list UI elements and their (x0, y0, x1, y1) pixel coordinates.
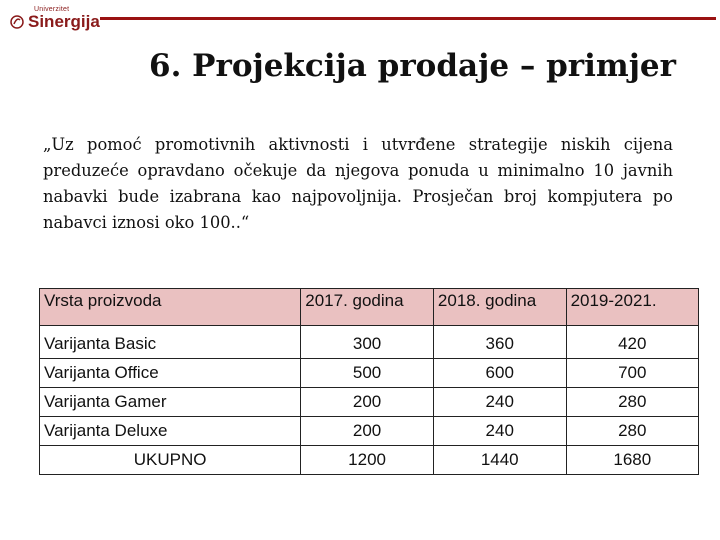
table-header-row (40, 289, 699, 326)
value-cell-2019-2021: 280 (566, 388, 698, 417)
value-cell-2017: 500 (301, 359, 434, 388)
slide-title: 6. Projekcija prodaje – primjer (149, 48, 676, 84)
value-cell-2018: 240 (433, 388, 566, 417)
table-row (40, 417, 699, 446)
column-header-2018: 2018. godina (433, 289, 566, 326)
value-cell-2019-2021: 700 (566, 359, 698, 388)
table-total-row (40, 446, 699, 475)
value-cell-2018: 240 (433, 417, 566, 446)
product-name-cell: Varijanta Gamer (40, 388, 301, 417)
total-label-cell: UKUPNO (40, 446, 301, 475)
table-row (40, 388, 699, 417)
total-cell-2019-2021: 1680 (566, 446, 698, 475)
logo-small-text: Univerzitet (34, 6, 70, 13)
column-header-product: Vrsta proizvoda (40, 289, 301, 326)
value-cell-2018: 360 (433, 326, 566, 359)
product-name-cell: Varijanta Office (40, 359, 301, 388)
value-cell-2017: 300 (301, 326, 434, 359)
total-cell-2018: 1440 (433, 446, 566, 475)
column-header-2019-2021: 2019-2021. (566, 289, 698, 326)
value-cell-2018: 600 (433, 359, 566, 388)
logo-main-text: Sinergija (28, 12, 100, 31)
header-divider (100, 17, 716, 20)
value-cell-2019-2021: 280 (566, 417, 698, 446)
value-cell-2017: 200 (301, 417, 434, 446)
table-row (40, 359, 699, 388)
value-cell-2019-2021: 420 (566, 326, 698, 359)
university-logo (8, 6, 100, 32)
slide-quote: „Uz pomoć promotivnih aktivnosti i utvrđene strategije niskih cijena preduzeće opravdano očekuje da njegova ponuda u minimalno 10 javnih nabavki bude izabrana kao najpovoljnija. Prosječan broj kompjutera po nabavci iznosi oko 100..“ (43, 135, 673, 232)
column-header-2017: 2017. godina (301, 289, 434, 326)
product-name-cell: Varijanta Basic (40, 326, 301, 359)
sales-projection-table (39, 288, 699, 475)
product-name-cell: Varijanta Deluxe (40, 417, 301, 446)
value-cell-2017: 200 (301, 388, 434, 417)
table-row (40, 326, 699, 359)
logo-emblem-icon (10, 15, 24, 29)
total-cell-2017: 1200 (301, 446, 434, 475)
